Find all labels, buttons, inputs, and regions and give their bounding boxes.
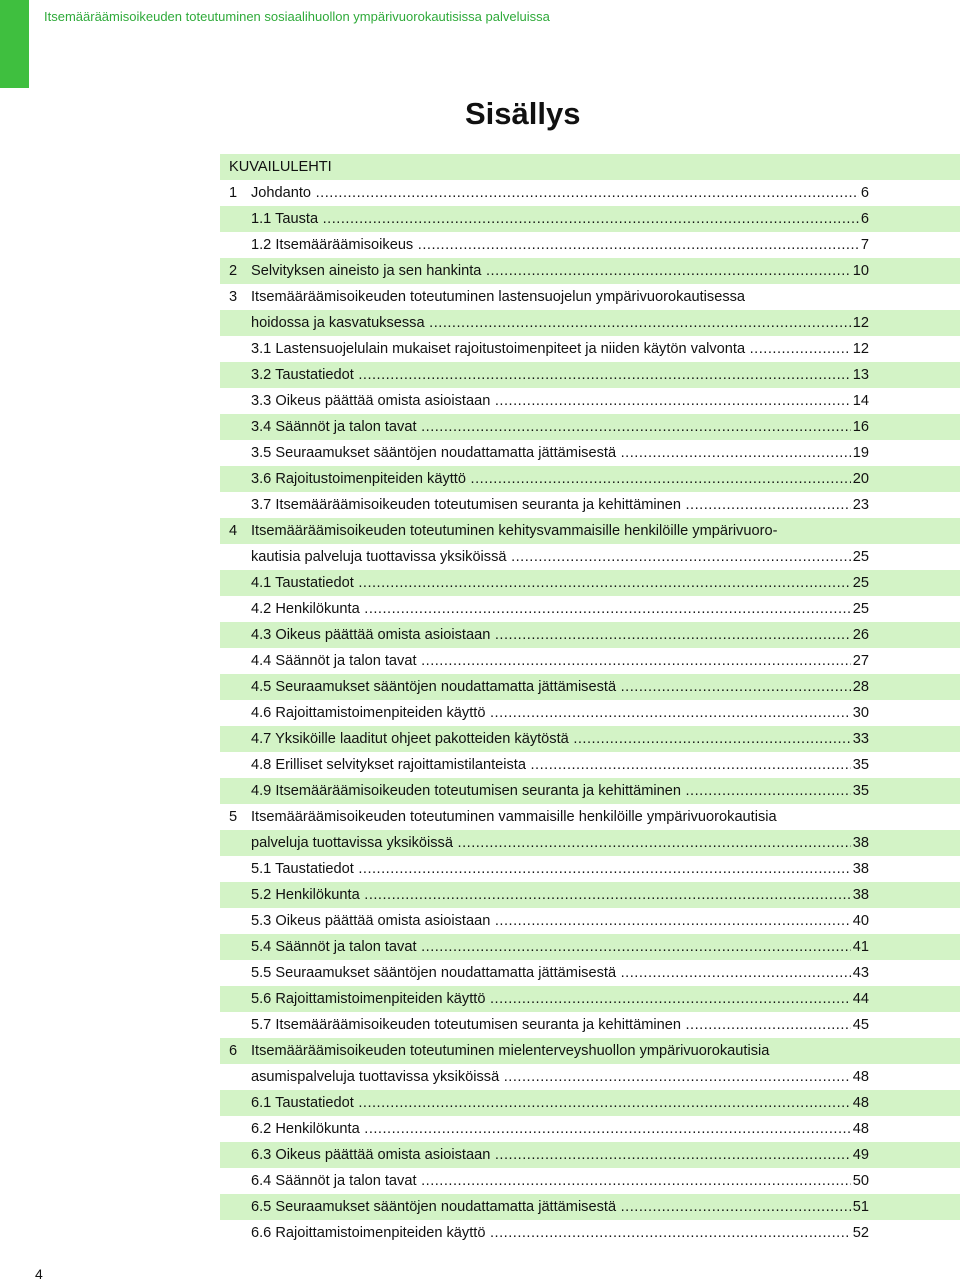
toc-entry-title: 6.3 Oikeus päättää omista asioistaan ..... (251, 1142, 869, 1168)
toc-entry[interactable] (220, 570, 960, 596)
toc-entry[interactable] (220, 674, 960, 700)
toc-entry[interactable] (220, 206, 960, 232)
toc-entry-page: 28 (851, 674, 869, 700)
page-number: 4 (35, 1266, 43, 1282)
toc-entry[interactable] (220, 544, 960, 570)
toc-entry[interactable] (220, 986, 960, 1012)
toc-entry-label: KUVAILULEHTI (229, 159, 332, 175)
toc-entry-number: 1 (229, 185, 238, 201)
toc-entry[interactable] (220, 1116, 960, 1142)
table-of-contents (220, 154, 960, 1246)
toc-entry-title: 6.1 Taustatiedot ..... (251, 1090, 869, 1116)
toc-entry[interactable] (220, 804, 960, 830)
toc-entry-page: 7 (859, 232, 869, 258)
toc-entry-title: 6.4 Säännöt ja talon tavat ..... (251, 1168, 869, 1194)
toc-entry[interactable] (220, 934, 960, 960)
toc-entry-title: 5.7 Itsemääräämisoikeuden toteutumisen seuranta ja kehittäminen ..... (251, 1012, 869, 1038)
toc-entry-page: 26 (851, 622, 869, 648)
toc-entry[interactable] (220, 440, 960, 466)
running-header: Itsemääräämisoikeuden toteutuminen sosiaalihuollon ympärivuorokautisissa palveluissa (44, 9, 550, 24)
toc-entry-title: hoidossa ja kasvatuksessa ..... (251, 310, 869, 336)
toc-entry-page: 6 (859, 206, 869, 232)
toc-entry[interactable] (220, 882, 960, 908)
toc-entry-page: 20 (851, 466, 869, 492)
toc-entry-title: 3.2 Taustatiedot ..... (251, 362, 869, 388)
toc-entry-title: Itsemääräämisoikeuden toteutuminen mielenterveyshuollon ympärivuorokautisia (251, 1043, 770, 1059)
toc-entry[interactable] (220, 1168, 960, 1194)
toc-entry-title: kautisia palveluja tuottavissa yksiköissä ..... (251, 544, 869, 570)
toc-entry[interactable] (220, 154, 960, 180)
toc-entry-page: 27 (851, 648, 869, 674)
toc-entry-title: 5.4 Säännöt ja talon tavat ..... (251, 934, 869, 960)
toc-entry-page: 48 (851, 1116, 869, 1142)
toc-entry-title: Selvityksen aineisto ja sen hankinta ..... (251, 258, 869, 284)
toc-entry-title: 4.6 Rajoittamistoimenpiteiden käyttö ..... (251, 700, 869, 726)
toc-entry-title: Itsemääräämisoikeuden toteutuminen vammaisille henkilöille ympärivuorokautisia (251, 809, 777, 825)
toc-entry-title: 5.3 Oikeus päättää omista asioistaan ..... (251, 908, 869, 934)
toc-entry-title: 4.2 Henkilökunta ..... (251, 596, 869, 622)
toc-entry[interactable] (220, 700, 960, 726)
toc-entry-page: 23 (851, 492, 869, 518)
toc-entry-page: 51 (851, 1194, 869, 1220)
toc-entry[interactable] (220, 1038, 960, 1064)
toc-entry-title: 6.5 Seuraamukset sääntöjen noudattamatta jättämisestä ..... (251, 1194, 869, 1220)
toc-entry[interactable] (220, 908, 960, 934)
toc-entry[interactable] (220, 284, 960, 310)
toc-entry[interactable] (220, 596, 960, 622)
toc-entry-title: Itsemääräämisoikeuden toteutuminen kehitysvammaisille henkilöille ympärivuoro- (251, 523, 778, 539)
toc-entry-page: 50 (851, 1168, 869, 1194)
toc-entry[interactable] (220, 518, 960, 544)
toc-entry-page: 38 (851, 882, 869, 908)
toc-entry-page: 12 (851, 310, 869, 336)
toc-entry[interactable] (220, 1090, 960, 1116)
toc-entry-title: Itsemääräämisoikeuden toteutuminen lastensuojelun ympärivuorokautisessa (251, 289, 746, 305)
toc-entry-page: 38 (851, 856, 869, 882)
toc-entry-page: 48 (851, 1090, 869, 1116)
toc-entry-title: asumispalveluja tuottavissa yksiköissä ..... (251, 1064, 869, 1090)
toc-entry-title: 6.2 Henkilökunta ..... (251, 1116, 869, 1142)
toc-entry[interactable] (220, 622, 960, 648)
toc-entry[interactable] (220, 1064, 960, 1090)
toc-entry[interactable] (220, 752, 960, 778)
toc-entry-page: 44 (851, 986, 869, 1012)
toc-entry-page: 25 (851, 570, 869, 596)
toc-entry-number: 5 (229, 809, 238, 825)
toc-entry-page: 43 (851, 960, 869, 986)
toc-entry-page: 13 (851, 362, 869, 388)
toc-entry-page: 10 (851, 258, 869, 284)
toc-entry[interactable] (220, 336, 960, 362)
toc-entry[interactable] (220, 960, 960, 986)
toc-entry-page: 30 (851, 700, 869, 726)
toc-entry-title: 3.1 Lastensuojelulain mukaiset rajoitustoimenpiteet ja niiden käytön valvonta ..... (251, 336, 869, 362)
toc-entry-title: palveluja tuottavissa yksiköissä ..... (251, 830, 869, 856)
toc-entry-title: 5.6 Rajoittamistoimenpiteiden käyttö ..... (251, 986, 869, 1012)
toc-entry[interactable] (220, 310, 960, 336)
toc-entry-page: 25 (851, 596, 869, 622)
toc-entry[interactable] (220, 648, 960, 674)
toc-entry-title: 3.3 Oikeus päättää omista asioistaan ..... (251, 388, 869, 414)
toc-entry[interactable] (220, 388, 960, 414)
toc-entry-title: 3.6 Rajoitustoimenpiteiden käyttö ..... (251, 466, 869, 492)
toc-entry-title: 3.4 Säännöt ja talon tavat ..... (251, 414, 869, 440)
toc-entry-page: 48 (851, 1064, 869, 1090)
toc-entry-title: 4.5 Seuraamukset sääntöjen noudattamatta jättämisestä ..... (251, 674, 869, 700)
toc-entry[interactable] (220, 258, 960, 284)
toc-entry-page: 38 (851, 830, 869, 856)
toc-entry-page: 45 (851, 1012, 869, 1038)
toc-entry-page: 35 (851, 778, 869, 804)
toc-entry[interactable] (220, 778, 960, 804)
page-title: Sisällys (465, 96, 581, 131)
toc-entry[interactable] (220, 1220, 960, 1246)
toc-entry-page: 16 (851, 414, 869, 440)
toc-entry[interactable] (220, 180, 960, 206)
toc-entry-title: 5.5 Seuraamukset sääntöjen noudattamatta jättämisestä ..... (251, 960, 869, 986)
toc-entry-title: 4.7 Yksiköille laaditut ohjeet pakotteiden käytöstä ..... (251, 726, 869, 752)
toc-entry-page: 41 (851, 934, 869, 960)
toc-entry-page: 35 (851, 752, 869, 778)
toc-entry-page: 6 (859, 180, 869, 206)
toc-entry[interactable] (220, 1142, 960, 1168)
toc-entry-title: 1.2 Itsemääräämisoikeus ..... (251, 232, 869, 258)
toc-entry[interactable] (220, 830, 960, 856)
toc-entry-number: 2 (229, 263, 238, 279)
toc-entry[interactable] (220, 414, 960, 440)
toc-entry-page: 33 (851, 726, 869, 752)
toc-entry-page: 14 (851, 388, 869, 414)
toc-entry-title: 5.2 Henkilökunta ..... (251, 882, 869, 908)
toc-entry[interactable] (220, 1012, 960, 1038)
toc-entry[interactable] (220, 856, 960, 882)
toc-entry-page: 19 (851, 440, 869, 466)
toc-entry-number: 4 (229, 523, 238, 539)
toc-entry-title: 5.1 Taustatiedot ..... (251, 856, 869, 882)
toc-entry-title: 6.6 Rajoittamistoimenpiteiden käyttö ..... (251, 1220, 869, 1246)
toc-entry[interactable] (220, 232, 960, 258)
toc-entry[interactable] (220, 362, 960, 388)
toc-entry-title: 4.3 Oikeus päättää omista asioistaan ..... (251, 622, 869, 648)
toc-entry-number: 6 (229, 1043, 238, 1059)
toc-entry-title: 4.9 Itsemääräämisoikeuden toteutumisen seuranta ja kehittäminen ..... (251, 778, 869, 804)
toc-entry-title: 4.1 Taustatiedot ..... (251, 570, 869, 596)
toc-entry[interactable] (220, 1194, 960, 1220)
toc-entry[interactable] (220, 492, 960, 518)
toc-entry-page: 25 (851, 544, 869, 570)
toc-entry-title: Johdanto ..... (251, 180, 869, 206)
green-margin-tab (0, 0, 29, 88)
toc-entry-page: 40 (851, 908, 869, 934)
toc-entry-title: 4.8 Erilliset selvitykset rajoittamistilanteista ..... (251, 752, 869, 778)
toc-entry[interactable] (220, 726, 960, 752)
toc-entry-title: 3.7 Itsemääräämisoikeuden toteutumisen seuranta ja kehittäminen ..... (251, 492, 869, 518)
toc-entry-title: 3.5 Seuraamukset sääntöjen noudattamatta jättämisestä ..... (251, 440, 869, 466)
toc-entry-page: 49 (851, 1142, 869, 1168)
toc-entry[interactable] (220, 466, 960, 492)
toc-entry-page: 52 (851, 1220, 869, 1246)
toc-entry-number: 3 (229, 289, 238, 305)
toc-entry-page: 12 (851, 336, 869, 362)
toc-entry-title: 4.4 Säännöt ja talon tavat ..... (251, 648, 869, 674)
toc-entry-title: 1.1 Tausta ..... (251, 206, 869, 232)
